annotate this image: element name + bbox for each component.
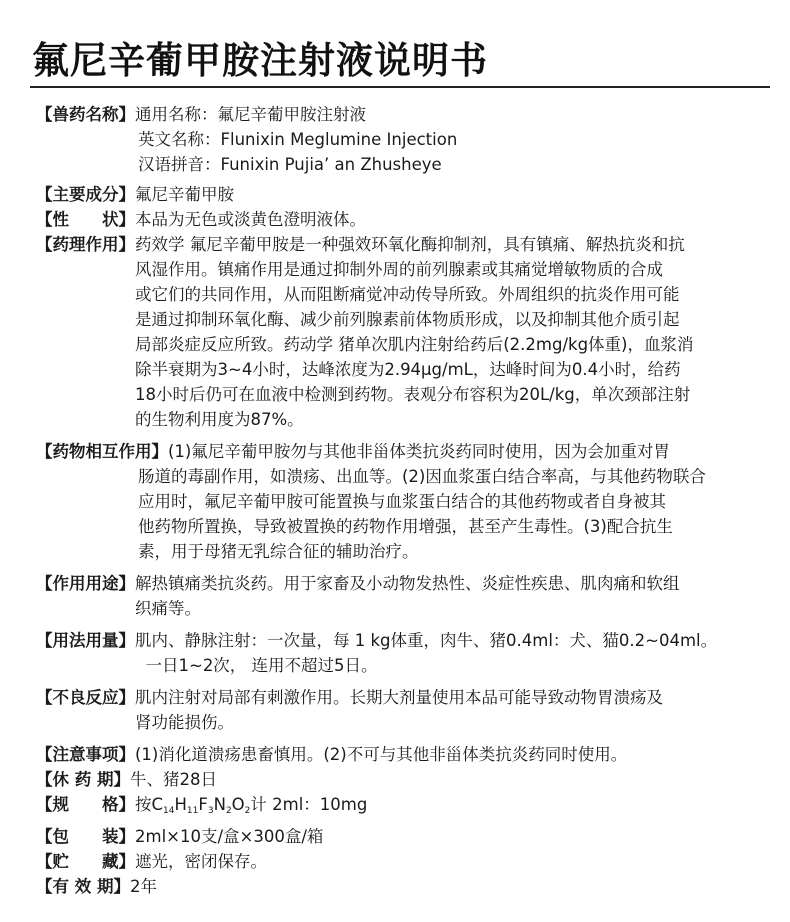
section-label: 【药理作用】 bbox=[36, 235, 135, 254]
section-label: 【规 格】 bbox=[36, 795, 135, 814]
section-label: 【包 装】 bbox=[36, 827, 135, 846]
document-body bbox=[36, 102, 762, 899]
pharmacology-line: 除半衰期为3~4小时，达峰浓度为2.94μg/mL，达峰时间为0.4小时，给药 bbox=[135, 360, 681, 379]
interaction-line: 素，用于母猪无乳综合征的辅助治疗。 bbox=[138, 542, 419, 561]
interaction-line: 他药物所置换，导致被置换的药物作用增强，甚至产生毒性。(3)配合抗生 bbox=[138, 517, 673, 536]
section-label: 【用法用量】 bbox=[36, 631, 135, 650]
section-storage bbox=[36, 849, 762, 874]
spec-text: 按$C_{14}H_{11}F_3N_2O_2$计 2ml：10mg bbox=[135, 795, 368, 816]
pharmacology-line: 的生物利用度为87%。 bbox=[135, 410, 304, 429]
interaction-line: 肠道的毒副作用，如溃疡、出血等。(2)因血浆蛋白结合率高，与其他药物联合 bbox=[138, 467, 706, 486]
section-dosage bbox=[36, 628, 762, 678]
page-title: 氟尼辛葡甲胺注射液说明书 bbox=[32, 39, 488, 82]
dosage-line: 肌内、静脉注射：一次量，每 1 kg体重，肉牛、猪0.4ml：犬、猫0.2~04ml。 bbox=[135, 631, 718, 650]
section-validity bbox=[36, 874, 762, 899]
indication-line: 织痛等。 bbox=[135, 599, 201, 618]
pharmacology-line: 是通过抑制环氧化酶、减少前列腺素前体物质形成，以及抑制其他介质引起 bbox=[135, 310, 680, 329]
adverse-line: 肾功能损伤。 bbox=[135, 713, 234, 732]
pharmacology-line: 或它们的共同作用，从而阻断痛觉冲动传导所致。外周组织的抗炎作用可能 bbox=[135, 285, 680, 304]
section-label: 【作用用途】 bbox=[36, 574, 135, 593]
character-text: 本品为无色或淡黄色澄明液体。 bbox=[135, 210, 366, 229]
pharmacology-line: 药效学 氟尼辛葡甲胺是一种强效环氧化酶抑制剂，具有镇痛、解热抗炎和抗 bbox=[135, 235, 685, 254]
generic-name: 通用名称：氟尼辛葡甲胺注射液 bbox=[135, 105, 366, 124]
caution-text: (1)消化道溃疡患畜慎用。(2)不可与其他非甾体类抗炎药同时使用。 bbox=[135, 745, 628, 764]
pharmacology-line: 局部炎症反应所致。药动学 猪单次肌内注射给药后(2.2mg/kg体重)，血浆消 bbox=[135, 335, 694, 354]
indication-line: 解热镇痛类抗炎药。用于家畜及小动物发热性、炎症性疾患、肌肉痛和软组 bbox=[135, 574, 680, 593]
dosage-line: 一日1~2次， 连用不超过5日。 bbox=[135, 656, 378, 675]
pharmacology-line: 风湿作用。镇痛作用是通过抑制外周的前列腺素或其痛觉增敏物质的合成 bbox=[135, 260, 663, 279]
pinyin-name: 汉语拼音：Funixin Pujia’ an Zhusheye bbox=[138, 155, 442, 174]
section-adverse bbox=[36, 685, 762, 735]
section-spec bbox=[36, 792, 762, 824]
withdrawal-text: 牛、猪28日 bbox=[130, 770, 217, 789]
section-package bbox=[36, 824, 762, 849]
title-divider bbox=[30, 86, 770, 88]
package-text: 2ml×10支/盒×300盒/箱 bbox=[135, 827, 324, 846]
section-ingredient bbox=[36, 182, 762, 207]
section-label: 【不良反应】 bbox=[36, 688, 135, 707]
adverse-line: 肌内注射对局部有刺激作用。长期大剂量使用本品可能导致动物胃溃疡及 bbox=[135, 688, 663, 707]
section-drug-name bbox=[36, 102, 762, 127]
section-label: 【性 状】 bbox=[36, 210, 135, 229]
ingredient-text: 氟尼辛葡甲胺 bbox=[135, 185, 234, 204]
section-withdrawal bbox=[36, 767, 762, 792]
interaction-line: (1)氟尼辛葡甲胺勿与其他非甾体类抗炎药同时使用，因为会加重对胃 bbox=[168, 442, 670, 461]
section-label: 【贮 藏】 bbox=[36, 852, 135, 871]
section-indication bbox=[36, 571, 762, 621]
section-label: 【休 药 期】 bbox=[36, 770, 130, 789]
english-name: 英文名称：Flunixin Meglumine Injection bbox=[138, 130, 458, 149]
section-label: 【兽药名称】 bbox=[36, 105, 135, 124]
section-label: 【主要成分】 bbox=[36, 185, 135, 204]
section-pharmacology bbox=[36, 232, 762, 432]
section-character bbox=[36, 207, 762, 232]
section-label: 【有 效 期】 bbox=[36, 877, 130, 896]
section-caution bbox=[36, 742, 762, 767]
section-interaction bbox=[36, 439, 762, 464]
validity-text: 2年 bbox=[130, 877, 157, 896]
section-label: 【注意事项】 bbox=[36, 745, 135, 764]
interaction-line: 应用时，氟尼辛葡甲胺可能置换与血浆蛋白结合的其他药物或者自身被其 bbox=[138, 492, 666, 511]
section-label: 【药物相互作用】 bbox=[36, 442, 168, 461]
storage-text: 遮光，密闭保存。 bbox=[135, 852, 267, 871]
pharmacology-line: 18小时后仍可在血液中检测到药物。表观分布容积为20L/kg，单次颈部注射 bbox=[135, 385, 691, 404]
